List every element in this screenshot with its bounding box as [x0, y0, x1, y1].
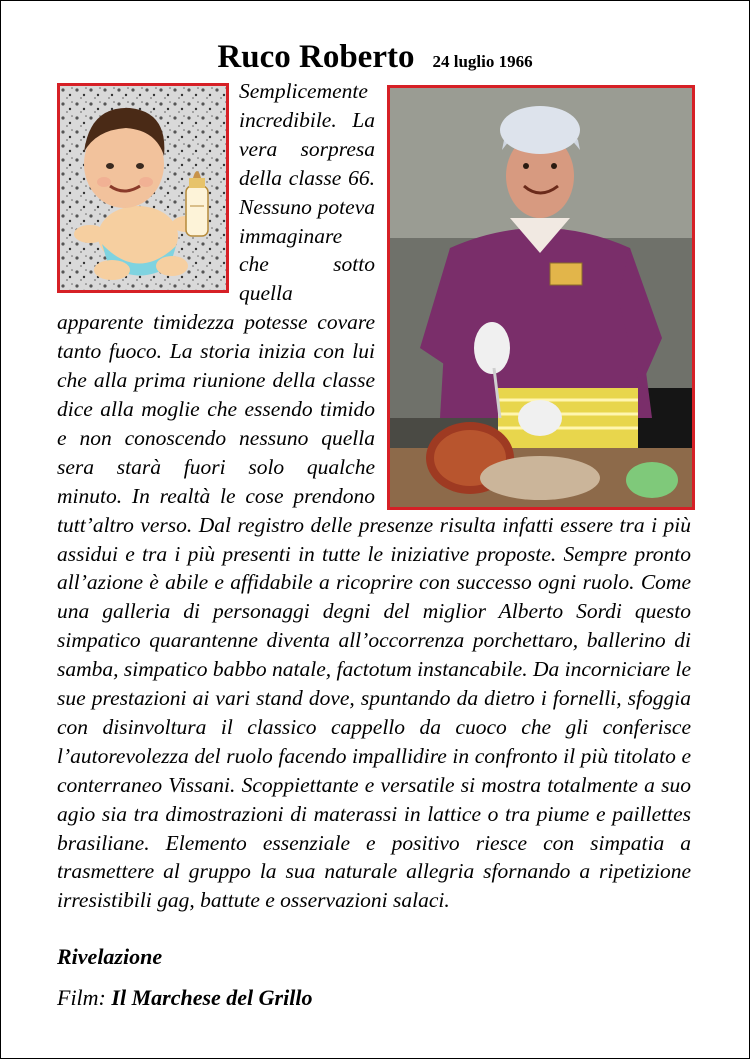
person-name: Ruco Roberto	[217, 39, 415, 75]
bio-block	[57, 77, 691, 915]
film-prefix: Film:	[57, 985, 106, 1010]
bio-text: Semplicemente incredibile. La vera sorpresa della classe 66. Nessuno poteva immaginare che sotto quella apparente timidezza potesse covare tanto fuoco. La storia inizia con lui che alla prima riunione della classe dice alla moglie che essendo timido e non conoscendo nessuno quella sera starà fuori solo qualche minuto. In realtà le cose prendono tutt’altro verso. Dal registro delle presenze risulta infatti essere tra i più assidui e tra i più presenti in tutte le iniziative proposte. Sempre pronto all’azione è abile e affidabile a ricoprire con successo ogni ruolo. Come una galleria di personaggi degni del miglior Alberto Sordi questo simpatico quarantenne diventa all’occorrenza porchettaro, ballerino di samba, simpatico babbo natale, factotum instancabile. Da incorniciare le sue prestazioni ai vari stand dove, spuntando da dietro i fornelli, sfoggia con disinvoltura il classico cappello da cuoco che gli conferisce l’autorevolezza del ruolo facendo impallidire in confronto il più titolato e conterraneo Vissani. Scoppiettante e versatile si mostra totalmente a suo agio sia tra dimostrazioni di materassi in lattice o tra piume e paillettes brasiliane. Elemento essenziale e positivo riesce con simpatia a trasmettere al gruppo la sua naturale allegria sfornando a ripetizione irresistibili gag, battute e osservazioni salaci.	[57, 79, 691, 913]
baby-illustration	[60, 86, 226, 290]
cook-photo-image	[390, 88, 692, 507]
film-line	[57, 985, 312, 1011]
header	[1, 39, 749, 76]
baby-photo	[57, 83, 229, 293]
cook-photo	[387, 85, 695, 510]
award-label: Rivelazione	[57, 944, 163, 969]
birth-date: 24 luglio 1966	[432, 52, 533, 71]
film-title: Il Marchese del Grillo	[111, 985, 313, 1010]
